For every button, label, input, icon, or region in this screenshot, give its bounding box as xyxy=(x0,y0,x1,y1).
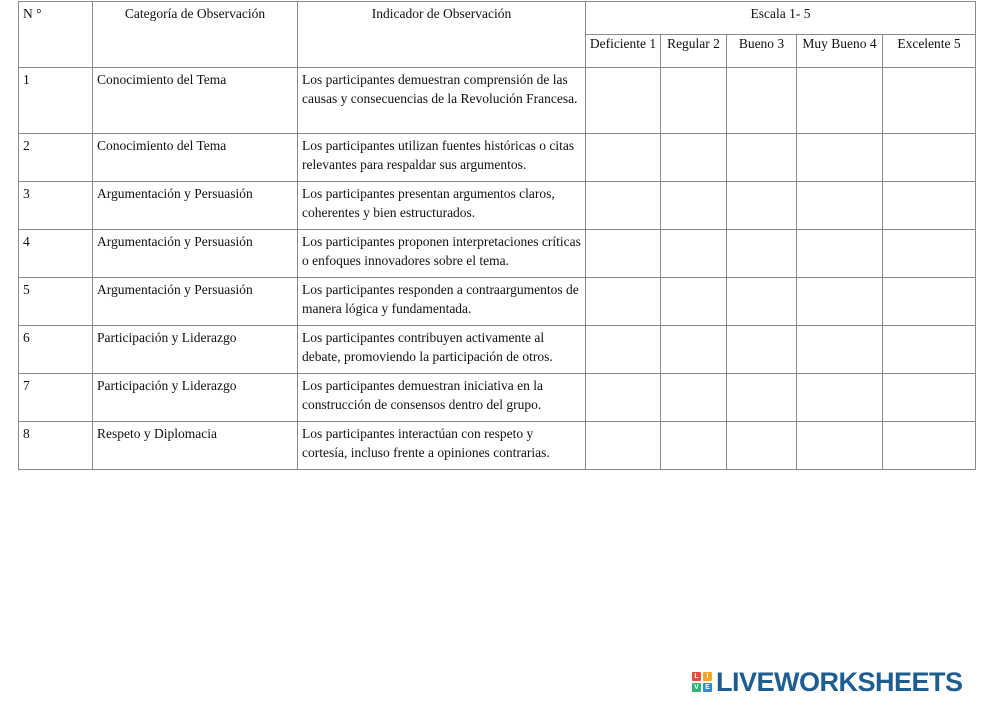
row-indicator: Los participantes demuestran comprensión de las causas y consecuencias de la Revolución Francesa. xyxy=(298,68,586,134)
table-row xyxy=(19,182,976,230)
score-cell-deficiente[interactable] xyxy=(586,278,661,326)
header-level-deficiente: Deficiente 1 xyxy=(586,35,661,68)
table-row xyxy=(19,374,976,422)
table-row xyxy=(19,422,976,470)
score-cell-excelente[interactable] xyxy=(883,326,976,374)
logo-mark-square: L xyxy=(692,672,701,681)
liveworksheets-logo xyxy=(692,668,963,696)
score-cell-regular[interactable] xyxy=(661,182,727,230)
row-number: 5 xyxy=(19,278,93,326)
table-row xyxy=(19,68,976,134)
score-cell-bueno[interactable] xyxy=(727,422,797,470)
row-number: 6 xyxy=(19,326,93,374)
row-indicator: Los participantes responden a contraargumentos de manera lógica y fundamentada. xyxy=(298,278,586,326)
score-cell-excelente[interactable] xyxy=(883,278,976,326)
score-cell-muy-bueno[interactable] xyxy=(797,278,883,326)
header-indicator: Indicador de Observación xyxy=(298,2,586,68)
table-row xyxy=(19,278,976,326)
row-indicator: Los participantes proponen interpretaciones críticas o enfoques innovadores sobre el tema. xyxy=(298,230,586,278)
row-category: Participación y Liderazgo xyxy=(93,326,298,374)
score-cell-bueno[interactable] xyxy=(727,134,797,182)
row-number: 3 xyxy=(19,182,93,230)
score-cell-excelente[interactable] xyxy=(883,134,976,182)
header-scale: Escala 1- 5 xyxy=(586,2,976,35)
row-indicator: Los participantes interactúan con respeto y cortesía, incluso frente a opiniones contrarias. xyxy=(298,422,586,470)
logo-mark-square: V xyxy=(692,683,701,692)
score-cell-excelente[interactable] xyxy=(883,422,976,470)
table-row xyxy=(19,326,976,374)
row-category: Conocimiento del Tema xyxy=(93,134,298,182)
row-category: Argumentación y Persuasión xyxy=(93,230,298,278)
row-category: Participación y Liderazgo xyxy=(93,374,298,422)
logo-mark-square: E xyxy=(703,683,712,692)
score-cell-bueno[interactable] xyxy=(727,68,797,134)
score-cell-regular[interactable] xyxy=(661,230,727,278)
score-cell-regular[interactable] xyxy=(661,326,727,374)
table-row xyxy=(19,134,976,182)
row-indicator: Los participantes contribuyen activamente al debate, promoviendo la participación de otros. xyxy=(298,326,586,374)
score-cell-deficiente[interactable] xyxy=(586,68,661,134)
row-category: Respeto y Diplomacia xyxy=(93,422,298,470)
score-cell-deficiente[interactable] xyxy=(586,182,661,230)
table-row xyxy=(19,230,976,278)
header-level-excelente: Excelente 5 xyxy=(883,35,976,68)
score-cell-deficiente[interactable] xyxy=(586,134,661,182)
header-level-regular: Regular 2 xyxy=(661,35,727,68)
row-number: 1 xyxy=(19,68,93,134)
score-cell-regular[interactable] xyxy=(661,68,727,134)
score-cell-bueno[interactable] xyxy=(727,326,797,374)
score-cell-muy-bueno[interactable] xyxy=(797,422,883,470)
score-cell-muy-bueno[interactable] xyxy=(797,68,883,134)
header-number: N ° xyxy=(19,2,93,68)
score-cell-deficiente[interactable] xyxy=(586,374,661,422)
score-cell-muy-bueno[interactable] xyxy=(797,326,883,374)
header-level-bueno: Bueno 3 xyxy=(727,35,797,68)
row-indicator: Los participantes utilizan fuentes históricas o citas relevantes para respaldar sus argumentos. xyxy=(298,134,586,182)
score-cell-excelente[interactable] xyxy=(883,230,976,278)
score-cell-excelente[interactable] xyxy=(883,182,976,230)
header-category: Categoría de Observación xyxy=(93,2,298,68)
row-category: Argumentación y Persuasión xyxy=(93,278,298,326)
score-cell-excelente[interactable] xyxy=(883,68,976,134)
score-cell-bueno[interactable] xyxy=(727,182,797,230)
score-cell-bueno[interactable] xyxy=(727,374,797,422)
score-cell-bueno[interactable] xyxy=(727,278,797,326)
row-number: 7 xyxy=(19,374,93,422)
row-number: 4 xyxy=(19,230,93,278)
logo-mark-square: I xyxy=(703,672,712,681)
header-level-muy-bueno: Muy Bueno 4 xyxy=(797,35,883,68)
score-cell-excelente[interactable] xyxy=(883,374,976,422)
score-cell-bueno[interactable] xyxy=(727,230,797,278)
score-cell-muy-bueno[interactable] xyxy=(797,374,883,422)
rubric-body xyxy=(19,68,976,470)
row-number: 2 xyxy=(19,134,93,182)
row-indicator: Los participantes demuestran iniciativa en la construcción de consensos dentro del grupo. xyxy=(298,374,586,422)
score-cell-regular[interactable] xyxy=(661,134,727,182)
score-cell-muy-bueno[interactable] xyxy=(797,182,883,230)
liveworksheets-logo-text: LIVEWORKSHEETS xyxy=(716,667,963,697)
score-cell-deficiente[interactable] xyxy=(586,326,661,374)
score-cell-regular[interactable] xyxy=(661,422,727,470)
observation-rubric-table xyxy=(18,1,976,470)
score-cell-muy-bueno[interactable] xyxy=(797,230,883,278)
row-category: Argumentación y Persuasión xyxy=(93,182,298,230)
score-cell-regular[interactable] xyxy=(661,278,727,326)
score-cell-deficiente[interactable] xyxy=(586,230,661,278)
score-cell-muy-bueno[interactable] xyxy=(797,134,883,182)
score-cell-regular[interactable] xyxy=(661,374,727,422)
liveworksheets-logo-icon xyxy=(692,672,712,692)
row-number: 8 xyxy=(19,422,93,470)
row-indicator: Los participantes presentan argumentos claros, coherentes y bien estructurados. xyxy=(298,182,586,230)
row-category: Conocimiento del Tema xyxy=(93,68,298,134)
score-cell-deficiente[interactable] xyxy=(586,422,661,470)
